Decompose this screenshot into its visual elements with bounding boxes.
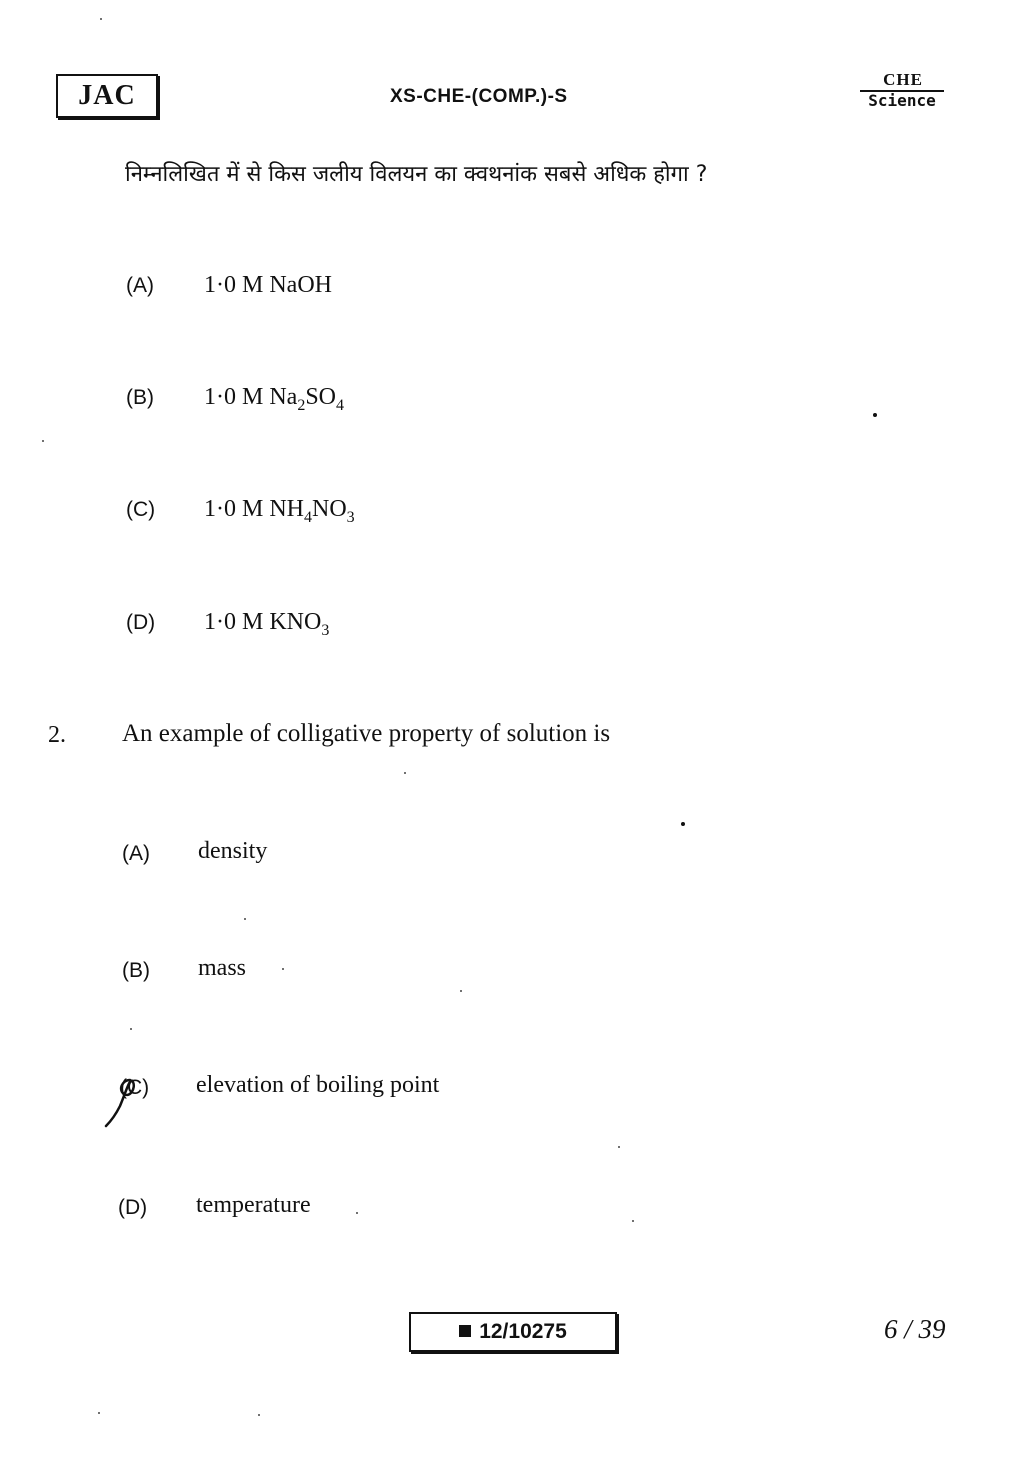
q2-option-d-label: (D) — [118, 1196, 148, 1219]
q2-option-c-label: (C) — [120, 1076, 150, 1099]
subject-code: CHE — [883, 70, 923, 89]
q2-option-c-text: elevation of boiling point — [196, 1072, 440, 1098]
subscript: 4 — [336, 397, 345, 414]
subject-name: Science — [868, 91, 936, 110]
q1-option-b-formula-part: 1·0 M Na — [204, 384, 298, 410]
question-2-text: An example of colligative property of solution is — [122, 720, 611, 747]
question-2-number: 2. — [48, 722, 66, 748]
q1-option-a-label: (A) — [126, 274, 154, 297]
booklet-code-box — [409, 1312, 617, 1352]
q1-option-b-label: (B) — [126, 386, 154, 409]
q2-option-a-text: density — [198, 838, 268, 864]
q2-option-d-text: temperature — [196, 1192, 311, 1218]
question-1-text: निम्नलिखित में से किस जलीय विलयन का क्वथनांक सबसे अधिक होगा ? — [125, 162, 708, 187]
paper-code: XS-CHE-(COMP.)-S — [390, 86, 568, 107]
board-logo-box: JAC — [56, 74, 158, 118]
subscript: 3 — [346, 509, 355, 526]
q1-option-a-formula: 1·0 M NaOH — [204, 272, 332, 298]
q1-option-d-label: (D) — [126, 611, 156, 634]
subscript: 2 — [297, 397, 306, 414]
q1-option-a-text — [204, 272, 332, 299]
q1-option-d-formula-part: 1·0 M KNO — [204, 609, 322, 635]
q2-option-a-label: (A) — [122, 842, 150, 865]
page-number: 6 / 39 — [884, 1314, 946, 1344]
booklet-code: 12/10275 — [479, 1320, 567, 1343]
q1-option-c-label: (C) — [126, 498, 156, 521]
q2-option-b-text: mass — [198, 955, 246, 981]
q1-option-c-formula-part: NO — [312, 496, 347, 522]
q1-option-b-formula-part: SO — [305, 384, 337, 410]
q1-option-c-formula-part: 1·0 M NH — [204, 496, 304, 522]
q1-option-d-text — [204, 609, 330, 639]
subscript: 3 — [321, 622, 330, 639]
square-bullet-icon — [459, 1325, 471, 1337]
handwritten-tick-mark-icon — [100, 1066, 160, 1130]
q2-option-b-label: (B) — [122, 959, 150, 982]
subscript: 4 — [304, 509, 312, 526]
q1-option-b-text — [204, 384, 345, 414]
q1-option-c-text — [204, 496, 355, 526]
